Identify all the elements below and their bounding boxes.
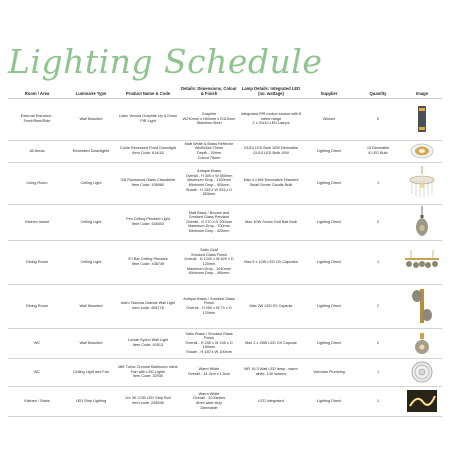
quantity-cell: 1: [354, 358, 402, 386]
recessed-downlight-icon: [402, 142, 442, 160]
lamp-details-cell: Max 2 x 28W LED G9 Capsule: [238, 328, 304, 358]
luminaire-type-cell: Ceiling Light: [66, 204, 116, 240]
table-row: [8, 98, 442, 140]
image-cell: [402, 240, 442, 284]
details-cell: Satin Brass / Smoked Glass Finish Overall - H 245 x W 245 x D 150mm Shade - H 150 x W 100mm: [180, 328, 238, 358]
luminaire-type-cell: Recessed Downlights: [66, 140, 116, 162]
smoked-glass-pendant-icon: [402, 206, 442, 238]
image-cell: [402, 204, 442, 240]
room-cell: WC: [8, 358, 66, 386]
wall-light-graphite-icon: [402, 104, 442, 134]
bar-pendant-icon: [402, 250, 442, 274]
luminaire-type-cell: Wall Mounted: [66, 98, 116, 140]
room-cell: External Entrance - Front/Rear/Side: [8, 98, 66, 140]
table-row: [8, 284, 442, 328]
product-cell: Gill Rosewood Glass Chandelier Item Code: 436980: [116, 162, 180, 204]
product-cell: IFI Bar Ceiling Pendant Item Code: 436749: [116, 240, 180, 284]
quantity-cell: 13 Dimmable 8 LED Bulb: [354, 140, 402, 162]
supplier-cell: Lighting Direct: [304, 204, 354, 240]
room-cell: Kitchen / Stairs: [8, 386, 66, 416]
table-row: [8, 358, 442, 386]
luminaire-type-cell: LED Strip Lighting: [66, 386, 116, 416]
lamp-details-cell: Max 5 x 10W LED G9 Capsules: [238, 240, 304, 284]
lamp-details-cell: GU10 LED Bulb 10W Dimmable GU10 LED Bulb 10W: [238, 140, 304, 162]
image-cell: [402, 328, 442, 358]
glass-chandelier-icon: [402, 166, 442, 200]
product-cell: Lucide Sycho Wall Light Item Code: 40513: [116, 328, 180, 358]
image-cell: [402, 386, 442, 416]
page-title: Lighting Schedule: [8, 42, 323, 81]
lamp-details-cell: Integrated PIR motion sensor with 8 metre range 2 x GU10 LED Lamps: [238, 98, 304, 140]
quantity-cell: 2: [354, 328, 402, 358]
product-cell: Lutec Verona Graphite Up & Down PIR Light: [116, 98, 180, 140]
supplier-cell: Lighting Direct: [304, 386, 354, 416]
lamp-details-cell: Max 2W LED E9 Capsule: [238, 284, 304, 328]
room-cell: Living Room: [8, 162, 66, 204]
luminaire-type-cell: Ceiling Light: [66, 240, 116, 284]
header-lamp-details: Lamp Details: Integrated LED (no. wattage): [238, 80, 304, 98]
quantity-cell: 1: [354, 162, 402, 204]
quantity-cell: 1: [354, 386, 402, 416]
supplier-cell: Lighting Direct: [304, 284, 354, 328]
supplier-cell: Lighting Direct: [304, 240, 354, 284]
luminaire-type-cell: Ceiling Light and Fan: [66, 358, 116, 386]
table-row: [8, 328, 442, 358]
product-cell: Fen Ceiling Pendant Light Item Code: 636403: [116, 204, 180, 240]
lighting-schedule-table: [8, 80, 442, 417]
luminaire-type-cell: Wall Mounted: [66, 284, 116, 328]
details-cell: Warm White Overall - 14.3cm x 1.5cm: [180, 358, 238, 386]
image-cell: [402, 162, 442, 204]
luminaire-type-cell: Ceiling Light: [66, 162, 116, 204]
details-cell: Antique Brass / Smoked Glass Finish Overall - H 450 x W 70 x D 120mm: [180, 284, 238, 328]
table-row: [8, 162, 442, 204]
image-cell: [402, 140, 442, 162]
table-row: [8, 240, 442, 284]
table-row: [8, 204, 442, 240]
table-row: [8, 140, 442, 162]
header-room: Room / Area: [8, 80, 66, 98]
image-cell: [402, 98, 442, 140]
supplier-cell: Wickes: [304, 98, 354, 140]
details-cell: Matt White & Brass Reflector Width/Dia 79mm Depth - 20mm Cutout 70mm: [180, 140, 238, 162]
wall-sconce-icon: [402, 331, 442, 355]
quantity-cell: 2: [354, 284, 402, 328]
double-wall-light-icon: [402, 287, 442, 325]
product-cell: MiE Turbo Chrome Bathroom Inline Fan with LED Lights Item Code: 32930: [116, 358, 180, 386]
details-cell: Antique Brass Overall - H 300 x W 500mm Maximum Drop - 1100mm Minimum Drop - 400mm Shade - H 155 x W 533 x D 553mm: [180, 162, 238, 204]
lamp-details-cell: LED Integrated: [238, 386, 304, 416]
details-cell: Graphite W230mm x H60mm x D110mm Stainless Steel: [180, 98, 238, 140]
header-luminaire-type: Luminaire Type: [66, 80, 116, 98]
bathroom-fan-icon: [402, 361, 442, 383]
image-cell: [402, 358, 442, 386]
image-cell: [402, 284, 442, 328]
quantity-cell: 1: [354, 240, 402, 284]
room-cell: All Areas: [8, 140, 66, 162]
room-cell: Dining Room: [8, 284, 66, 328]
details-cell: Matt Black / Bronze and Smoked Glass Pendant Overall - H 270 x D 200mm Maximum Drop - 700mm Minimum Drop - 420mm: [180, 204, 238, 240]
header-details: Details: Dimensions, Colour & Finish: [180, 80, 238, 98]
details-cell: Satin Gold Smoked Glass Finish Overall - H 1240 x W 620 x D 120mm Maximum Drop - 1040mm Minimum Drop - 490mm: [180, 240, 238, 284]
details-cell: Warm White Overall - 20 Metres 8mm wide strip Dimmable: [180, 386, 238, 416]
lamp-details-cell: Max 4 x 6W Decorative Filament Small Screw Candle Bulb: [238, 162, 304, 204]
supplier-cell: Lighting Direct: [304, 140, 354, 162]
header-row: [8, 80, 442, 98]
header-supplier: Supplier: [304, 80, 354, 98]
led-strip-icon: [402, 390, 442, 412]
quantity-cell: 2: [354, 204, 402, 240]
supplier-cell: Lighting Direct: [304, 328, 354, 358]
product-cell: Astro Tacoma Grande Wall Light Item code: 408778: [116, 284, 180, 328]
luminaire-type-cell: Wall Mounted: [66, 328, 116, 358]
room-cell: Dining Room: [8, 240, 66, 284]
header-quantity: Quantity: [354, 80, 402, 98]
product-cell: 2m 3K COB LED Strip Roll Item code: 228536: [116, 386, 180, 416]
quantity-cell: 5: [354, 98, 402, 140]
header-product: Product Name & Code: [116, 80, 180, 98]
header-image: Image: [402, 80, 442, 98]
lamp-details-cell: Max 40W Screw Golf Ball Bulb: [238, 204, 304, 240]
room-cell: Kitchen Island: [8, 204, 66, 240]
room-cell: WC: [8, 328, 66, 358]
lamp-details-cell: MR 16 3 Watt LED lamp - warm white, 140 lumens: [238, 358, 304, 386]
table-row: [8, 386, 442, 416]
supplier-cell: Lighting Direct: [304, 162, 354, 204]
supplier-cell: Victorian Plumbing: [304, 358, 354, 386]
product-cell: Conie Recessed Fixed Downlight Item Code: 614/18: [116, 140, 180, 162]
